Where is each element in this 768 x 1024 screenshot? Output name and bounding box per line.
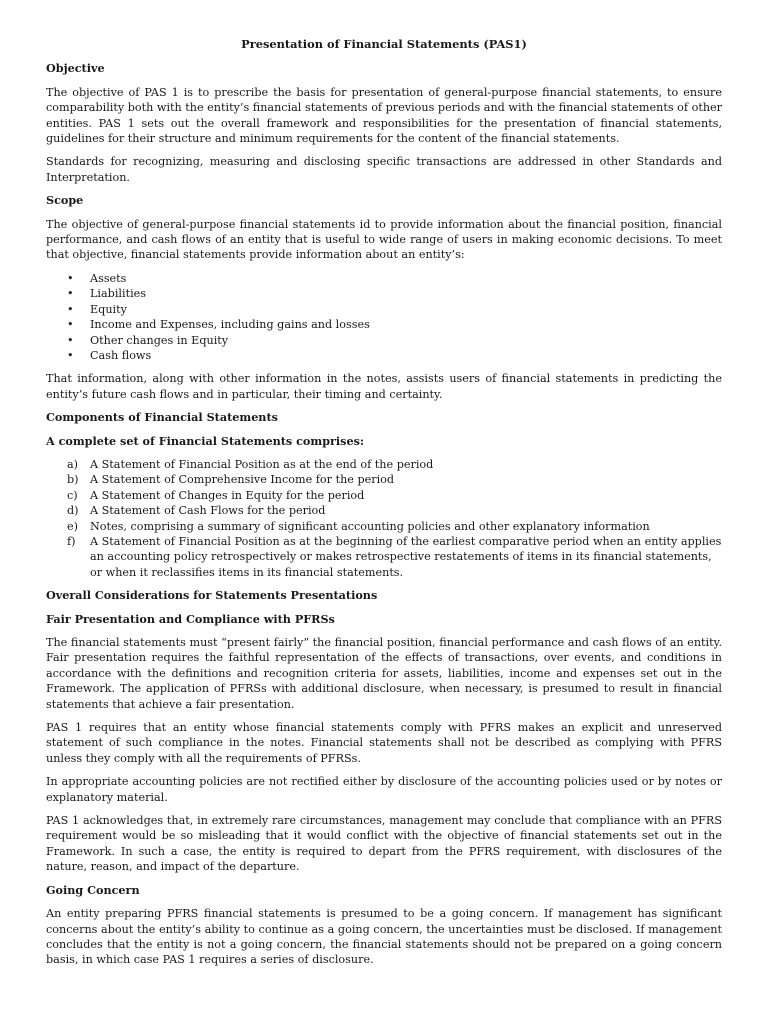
bullet-icon: • bbox=[67, 271, 74, 285]
list-marker: b) bbox=[67, 473, 79, 487]
objective-paragraph-1: The objective of PAS 1 is to prescribe the basis for presentation of general-purpose financial statements, to ensure comparability both with the entity’s financial statements of previous periods and with the financial statements of other entities. PAS 1 sets out the overall framework and responsibilities for the presentation of financial statements, guidelines for their structure and minimum requirements for the content of the financial statements. bbox=[46, 85, 722, 146]
components-list bbox=[46, 457, 722, 580]
bullet-item-text: Other changes in Equity bbox=[90, 333, 229, 347]
list-item-text: A Statement of Comprehensive Income for the period bbox=[90, 473, 395, 487]
objective-paragraph-2: Standards for recognizing, measuring and disclosing specific transactions are addressed in other Standards and Interpretation. bbox=[46, 155, 722, 184]
scope-bullet-list bbox=[46, 271, 722, 363]
objective-heading: Objective bbox=[46, 61, 105, 76]
bullet-item-text: Income and Expenses, including gains and losses bbox=[90, 318, 370, 332]
list-item-text: A Statement of Financial Position as at the end of the period bbox=[90, 457, 434, 471]
going-concern-heading: Going Concern bbox=[46, 882, 140, 897]
bullet-list-item bbox=[46, 271, 722, 286]
scope-heading: Scope bbox=[46, 193, 84, 208]
list-item-text: Notes, comprising a summary of significant accounting policies and other explanatory information bbox=[90, 519, 650, 533]
components-list-item bbox=[46, 534, 722, 580]
scope-paragraph-2: That information, along with other information in the notes, assists users of financial statements in predicting the entity’s future cash flows and in particular, their timing and certainty. bbox=[46, 372, 722, 401]
overall-considerations-heading: Overall Considerations for Statements Presentations bbox=[46, 588, 378, 603]
list-marker: d) bbox=[67, 504, 79, 518]
bullet-icon: • bbox=[67, 348, 74, 362]
fair-presentation-paragraph-3: In appropriate accounting policies are not rectified either by disclosure of the accounting policies used or by notes or explanatory material. bbox=[46, 775, 722, 804]
scope-paragraph-1: The objective of general-purpose financial statements id to provide information about the financial position, financial performance, and cash flows of an entity that is useful to wide range of users in making economic decisions. To meet that objective, financial statements provide information about an entity’s: bbox=[46, 217, 722, 262]
bullet-item-text: Liabilities bbox=[90, 287, 147, 301]
going-concern-paragraph-1: An entity preparing PFRS financial statements is presumed to be a going concern. If management has significant concerns about the entity’s ability to continue as a going concern, the uncertainties must be disclosed. If management concludes that the entity is not a going concern, the financial statements should not be prepared on a going concern basis, in which case PAS 1 requires a series of disclosure. bbox=[46, 907, 722, 967]
components-heading: Components of Financial Statements bbox=[46, 410, 278, 425]
bullet-list-item bbox=[46, 286, 722, 301]
list-item-text: A Statement of Changes in Equity for the period bbox=[90, 488, 365, 502]
fair-presentation-paragraph-2: PAS 1 requires that an entity whose financial statements comply with PFRS makes an explicit and unreserved statement of such compliance in the notes. Financial statements shall not be described as complying with PFRS unless they comply with all the requirements of PFRSs. bbox=[46, 721, 722, 765]
fair-presentation-heading: Fair Presentation and Compliance with PFRSs bbox=[46, 611, 335, 626]
document-title: Presentation of Financial Statements (PAS1) bbox=[241, 37, 527, 51]
components-subheading: A complete set of Financial Statements comprises: bbox=[46, 433, 365, 448]
list-marker: c) bbox=[67, 488, 78, 502]
list-marker: a) bbox=[67, 457, 79, 471]
bullet-list-item bbox=[46, 302, 722, 317]
bullet-icon: • bbox=[67, 318, 74, 332]
components-list-item bbox=[46, 503, 722, 518]
bullet-item-text: Equity bbox=[90, 302, 127, 316]
components-list-item bbox=[46, 519, 722, 534]
list-item-text: A Statement of Financial Position as at the beginning of the earliest comparative period when an entity applies an accounting policy retrospectively or makes retrospective restatements of items in its financial statements, or when it reclassifies items in its financial statements. bbox=[90, 534, 722, 579]
fair-presentation-paragraph-4: PAS 1 acknowledges that, in extremely rare circumstances, management may conclude that compliance with an PFRS requirement would be so misleading that it would conflict with the objective of financial statements set out in the Framework. In such a case, the entity is required to depart from the PFRS requirement, with disclosures of the nature, reason, and impact of the departure. bbox=[46, 814, 722, 874]
bullet-icon: • bbox=[67, 333, 74, 347]
list-marker: f) bbox=[67, 534, 76, 548]
bullet-list-item bbox=[46, 317, 722, 332]
list-item-text: A Statement of Cash Flows for the period bbox=[90, 504, 326, 518]
bullet-item-text: Assets bbox=[90, 271, 127, 285]
bullet-list-item bbox=[46, 333, 722, 348]
fair-presentation-paragraph-1: The financial statements must “present fairly” the financial position, financial performance and cash flows of an entity. Fair presentation requires the faithful representation of the effects of transactions, over events, and conditions in accordance with the definitions and recognition criteria for assets, liabilities, income and expenses set out in the Framework. The application of PFRSs with additional disclosure, when necessary, is presumed to result in financial statements that achieve a fair presentation. bbox=[46, 636, 722, 711]
components-list-item bbox=[46, 472, 722, 487]
list-marker: e) bbox=[67, 519, 78, 533]
bullet-icon: • bbox=[67, 287, 74, 301]
bullet-list-item bbox=[46, 348, 722, 363]
components-list-item bbox=[46, 457, 722, 472]
bullet-item-text: Cash flows bbox=[90, 348, 152, 362]
bullet-icon: • bbox=[67, 302, 74, 316]
components-list-item bbox=[46, 488, 722, 503]
